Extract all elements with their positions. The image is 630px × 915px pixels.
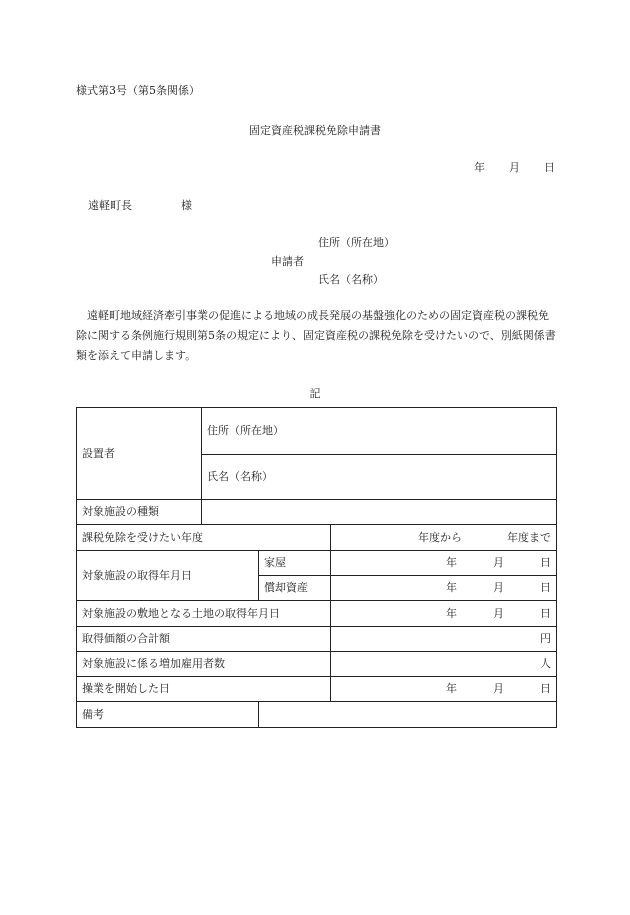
depreciable-label: 償却資産 xyxy=(259,576,331,601)
year-label: 年 xyxy=(446,556,458,569)
house-label: 家屋 xyxy=(259,551,331,576)
applicant-label: 申請者 xyxy=(271,255,304,268)
day-label: 日 xyxy=(540,581,552,594)
year-to-label: 年度まで xyxy=(507,530,552,544)
table-row xyxy=(77,408,557,455)
date-month-label: 月 xyxy=(509,161,520,174)
table-row xyxy=(77,627,557,652)
installer-address-field[interactable] xyxy=(202,408,557,455)
application-table xyxy=(76,407,557,728)
remarks-label: 備考 xyxy=(77,702,259,728)
month-label: 月 xyxy=(493,556,505,569)
total-price-label: 取得価額の合計額 xyxy=(77,627,331,652)
month-label: 月 xyxy=(493,682,505,695)
start-date-label: 操業を開始した日 xyxy=(77,677,331,702)
installer-name-field[interactable] xyxy=(202,455,557,500)
honorific: 様 xyxy=(181,199,192,212)
start-date-field[interactable] xyxy=(331,677,557,702)
year-label: 年 xyxy=(446,682,458,695)
installer-address-label: 住所（所在地） xyxy=(207,424,284,437)
table-row xyxy=(77,702,557,728)
exemption-year-field[interactable] xyxy=(331,525,557,551)
month-label: 月 xyxy=(493,581,505,594)
application-statement xyxy=(76,306,558,366)
table-row xyxy=(77,500,557,525)
ki-heading: 記 xyxy=(309,387,321,400)
remarks-field[interactable] xyxy=(259,702,557,728)
addressee: 遠軽町長 xyxy=(88,199,132,212)
applicant-name-label: 氏名（名称） xyxy=(318,273,384,286)
installer-label: 設置者 xyxy=(77,408,202,500)
day-label: 日 xyxy=(540,682,552,695)
total-price-field[interactable] xyxy=(331,627,557,652)
document-title: 固定資産税課税免除申請書 xyxy=(249,124,381,137)
statement-paragraph: 遠軽町地域経済牽引事業の促進による地域の成長発展の基盤強化のための固定資産税の課税免除に関する条例施行規則第5条の規定により、固定資産税の課税免除を受けたいので、別紙関係書類を添えて申請します。 xyxy=(76,309,556,362)
acquisition-date-label: 対象施設の取得年月日 xyxy=(77,551,259,601)
day-label: 日 xyxy=(540,606,552,620)
month-label: 月 xyxy=(493,606,505,620)
employees-label: 対象施設に係る増加雇用者数 xyxy=(77,652,331,677)
table-row xyxy=(77,652,557,677)
persons-unit: 人 xyxy=(540,657,552,670)
table-row xyxy=(77,551,557,576)
facility-type-label: 対象施設の種類 xyxy=(77,500,202,525)
year-label: 年 xyxy=(446,581,458,594)
land-date-label: 対象施設の敷地となる土地の取得年月日 xyxy=(77,601,331,627)
applicant-address-label: 住所（所在地） xyxy=(318,236,395,249)
depreciable-date-field[interactable] xyxy=(331,576,557,601)
table-row xyxy=(77,525,557,551)
date-day-label: 日 xyxy=(544,161,555,174)
year-from-label: 年度から xyxy=(418,530,463,544)
employees-field[interactable] xyxy=(331,652,557,677)
exemption-year-label: 課税免除を受けたい年度 xyxy=(77,525,331,551)
date-year-label: 年 xyxy=(474,161,485,174)
table-row xyxy=(77,601,557,627)
house-date-field[interactable] xyxy=(331,551,557,576)
yen-unit: 円 xyxy=(540,632,552,645)
day-label: 日 xyxy=(540,556,552,569)
form-number: 様式第3号（第5条関係） xyxy=(76,84,200,97)
installer-name-label: 氏名（名称） xyxy=(207,470,273,483)
land-date-field[interactable] xyxy=(331,601,557,627)
table-row xyxy=(77,677,557,702)
year-label: 年 xyxy=(446,606,458,620)
facility-type-field[interactable] xyxy=(202,500,557,525)
